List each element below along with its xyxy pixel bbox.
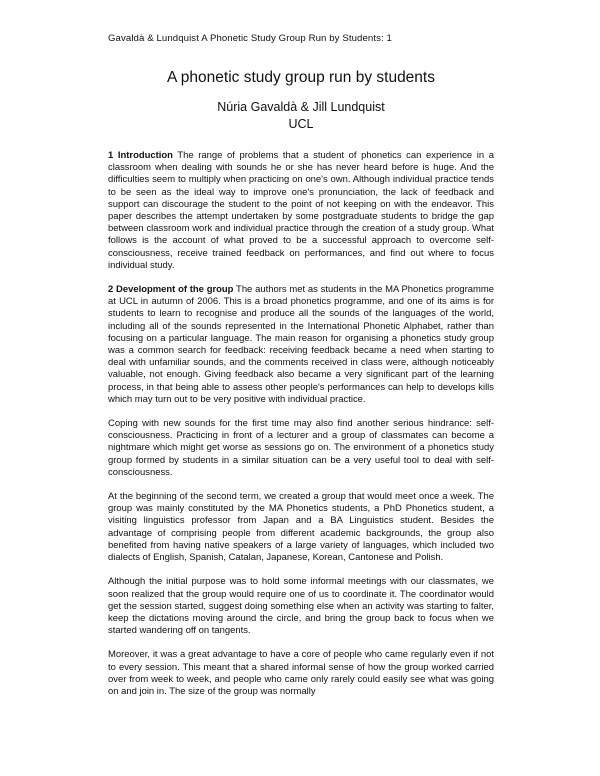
section-introduction <box>108 150 494 272</box>
body-paragraph: Although the initial purpose was to hold some informal meetings with our classmates, we soon realized that the group would require one of us to coordinate it. The coordinator would get the session started, suggest doing something else when an activity was starting to falter, keep the dictations moving around the circle, and bring the group back to focus when we started wandering off on tangents. <box>108 576 494 637</box>
body-paragraph: Coping with new sounds for the first time may also find another serious hindrance: self-consciousness. Practicing in front of a lecturer and a group of classmates can become a nightmare which might get worse as sessions go on. The environment of a phonetics study group formed by students in a similar situation can be a very useful tool to deal with self-consciousness. <box>108 418 494 478</box>
section-development <box>108 284 494 406</box>
paper-body <box>108 150 494 710</box>
running-header: Gavaldà & Lundquist A Phonetic Study Group Run by Students: 1 <box>108 33 392 44</box>
body-paragraph: At the beginning of the second term, we created a group that would meet once a week. The group was mainly constituted by the MA Phonetics students, a PhD Phonetics student, a visiting linguistics professor from Japan and a BA Linguistics student. Besides the advantage of comprising people from different academic backgrounds, the group also benefited from having native speakers of a large variety of languages, which included two dialects of English, Spanish, Catalan, Japanese, Korean, Cantonese and Polish. <box>108 491 494 564</box>
paper-authors: Núria Gavaldà & Jill Lundquist <box>217 100 385 114</box>
paper-title: A phonetic study group run by students <box>167 69 435 86</box>
section-text: The authors met as students in the MA Phonetics programme at UCL in autumn of 2006. This is a broad phonetics programme, and one of its aims is for students to learn to recognise and produce all the sounds of the languages of the world, including all of the sounds represented in the International Phonetic Alphabet, rather than focusing on a particular language. The main reason for organising a phonetics study group was a common search for feedback: receiving feedback became a need when starting to deal with unfamiliar sounds, and the comments received in class were, although noticeably valuable, not enough. Giving feedback also became a very significant part of the learning process, in that being able to assess other people's performances can help to develops kills which may turn out to be very positive with individual practice. <box>108 284 494 405</box>
body-paragraph: Moreover, it was a great advantage to have a core of people who came regularly even if not to every session. This meant that a shared informal sense of how the group worked carried over from week to week, and people who came only rarely could easily see what was going on and join in. The size of the group was normally <box>108 649 494 697</box>
title-block <box>108 68 494 132</box>
paper-affiliation: UCL <box>288 117 314 131</box>
section-heading: 1 Introduction <box>108 150 173 161</box>
section-text: The range of problems that a student of phonetics can experience in a classroom when dealing with sounds he or she has never heard before is huge. And the difficulties seem to multiply when practicing on one's own. Although individual practice tends to be seen as the ideal way to improve one's pronunciation, the lack of feedback and support can discourage the student to the point of not keeping on with the endeavor. This paper describes the attempt undertaken by some postgraduate students to bridge the gap between classroom work and individual practice through the creation of a study group. What follows is the account of what proved to be a successful approach to overcome self-consciousness, receive trained feedback on performances, and find out where to focus individual study. <box>108 150 494 271</box>
section-heading: 2 Development of the group <box>108 284 234 296</box>
